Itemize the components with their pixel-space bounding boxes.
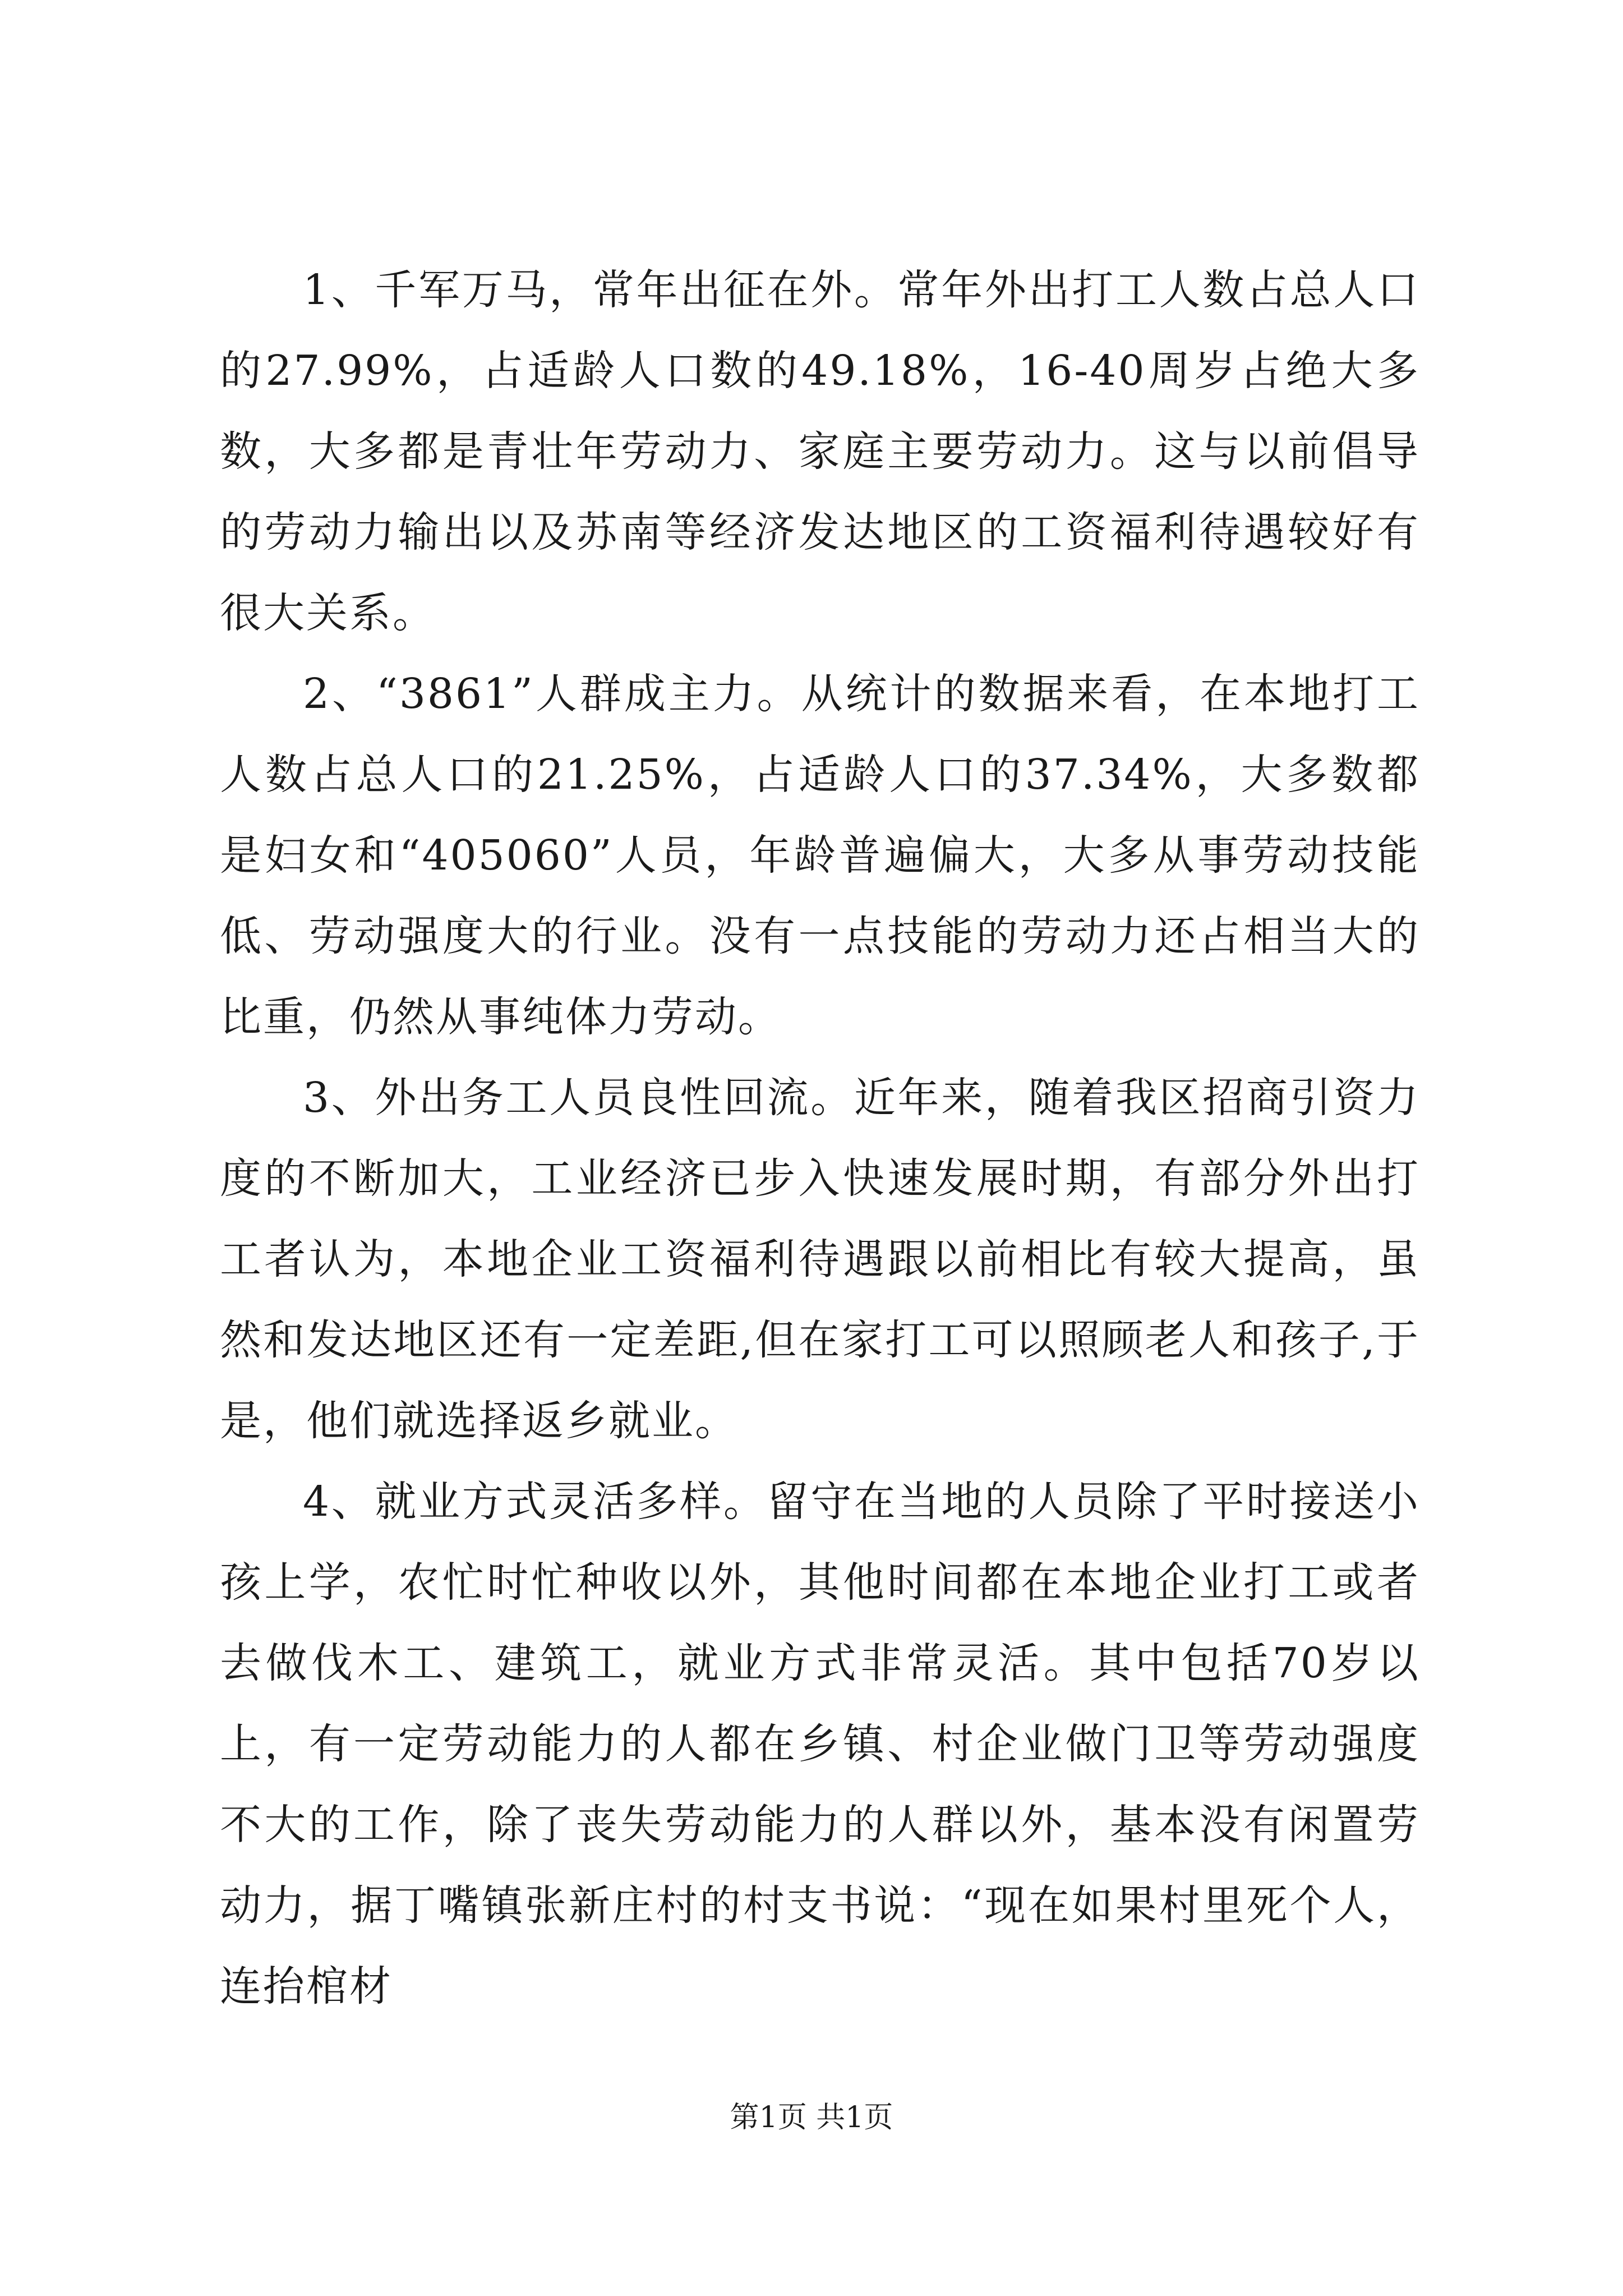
paragraph-2: 2、“3861”人群成主力。从统计的数据来看，在本地打工人数占总人口的21.25%，占适龄人口的37.34%，大多数都是妇女和“405060”人员，年龄普遍偏大，大多从事劳动技能低、劳动强度大的行业。没有一点技能的劳动力还占相当大的比重，仍然从事纯体力劳动。	[220, 670, 1420, 1041]
paragraph-3: 3、外出务工人员良性回流。近年来，随着我区招商引资力度的不断加大，工业经济已步入快速发展时期，有部分外出打工者认为，本地企业工资福利待遇跟以前相比有较大提高，虽然和发达地区还有一定差距,但在家打工可以照顾老人和孩子,于是，他们就选择返乡就业。	[220, 1074, 1420, 1445]
paragraph-1: 1、千军万马，常年出征在外。常年外出打工人数占总人口的27.99%，占适龄人口数的49.18%，16-40周岁占绝大多数，大多都是青壮年劳动力、家庭主要劳动力。这与以前倡导的劳动力输出以及苏南等经济发达地区的工资福利待遇较好有很大关系。	[220, 266, 1420, 637]
page-number-footer: 第1页 共1页	[730, 2101, 893, 2134]
document-body	[220, 250, 1420, 2027]
paragraph-4: 4、就业方式灵活多样。留守在当地的人员除了平时接送小孩上学，农忙时忙种收以外，其他时间都在本地企业打工或者去做伐木工、建筑工，就业方式非常灵活。其中包括70岁以上，有一定劳动能力的人都在乡镇、村企业做门卫等劳动强度不大的工作，除了丧失劳动能力的人群以外，基本没有闲置劳动力，据丁嘴镇张新庄村的村支书说：“现在如果村里死个人，连抬棺材	[220, 1478, 1420, 2010]
